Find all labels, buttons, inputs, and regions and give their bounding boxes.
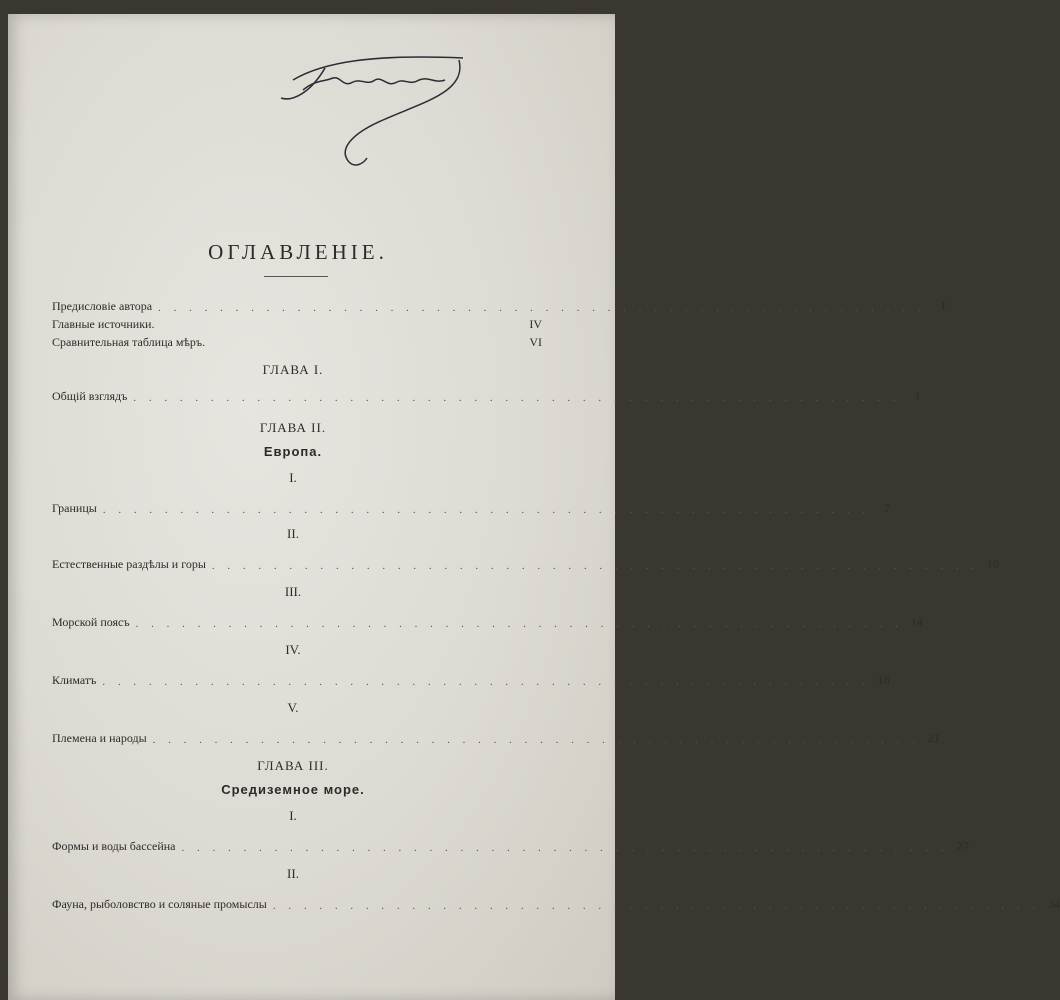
- book-page: [8, 14, 1060, 1000]
- toc-entry: [52, 728, 940, 746]
- toc-entry-label: Морской поясъ: [52, 615, 130, 629]
- section-numeral: V.: [287, 700, 299, 715]
- leader-dots: . . . . . . . . . . . . . . . . . . . . . . . . . . . . . . . . . . . . . . . . . . . . . . . . . .: [135, 618, 903, 630]
- toc-entry: [52, 612, 923, 630]
- toc-entry-page: 10: [987, 557, 1000, 571]
- handwritten-signature: [263, 32, 493, 172]
- chapter-2-subtitle: Европа.: [263, 444, 323, 459]
- toc-entry: [52, 554, 1000, 572]
- toc-entry: [52, 670, 890, 688]
- section-numeral: II.: [287, 866, 299, 881]
- section-numeral: III.: [284, 584, 302, 599]
- title-divider: [264, 276, 328, 277]
- toc-entry-page: 18: [877, 673, 890, 687]
- toc-entry-label: Фауна, рыболовство и соляные промыслы: [52, 897, 267, 911]
- toc-entry-page: 21: [927, 731, 940, 745]
- toc-entry-sources: [52, 314, 542, 332]
- chapter-3-subtitle: Средиземное море.: [221, 782, 365, 797]
- toc-entry-label: Границы: [52, 501, 97, 515]
- section-numeral: IV.: [285, 642, 301, 657]
- toc-entry-label: Естественные раздѣлы и горы: [52, 557, 206, 571]
- leader-dots: . . . . . . . . . . . . . . . . . . . . . . . . . . . . . . . . . . . . . . . . . . . . . . . . . .: [133, 392, 901, 404]
- section-numeral: II.: [287, 526, 299, 541]
- leader-dots: . . . . . . . . . . . . . . . . . . . . . . . . . . . . . . . . . . . . . . . . . . . . . . . . . .: [272, 900, 1041, 912]
- toc-entry-page: 14: [910, 615, 923, 629]
- toc-entry-label: Климатъ: [52, 673, 97, 687]
- toc-entry-overview: [52, 386, 921, 404]
- chapter-1-heading: ГЛАВА I.: [262, 362, 324, 377]
- toc-entry-label: Формы и воды бассейна: [52, 839, 176, 853]
- toc-entry-label: Племена и народы: [52, 731, 147, 745]
- toc-entry-measures: [52, 332, 542, 350]
- chapter-3-heading: ГЛАВА III.: [257, 758, 329, 773]
- toc-entry-preface: [52, 296, 946, 314]
- toc-entry: [52, 498, 891, 516]
- leader-dots: . . . . . . . . . . . . . . . . . . . . . . . . . . . . . . . . . . . . . . . . . . . . . . . . . .: [152, 734, 920, 746]
- section-numeral: I.: [289, 808, 297, 823]
- toc-entry-page: I: [941, 299, 946, 313]
- chapter-2-heading: ГЛАВА II.: [259, 420, 327, 435]
- leader-dots: . . . . . . . . . . . . . . . . . . . . . . . . . . . . . . . . . . . . . . . . . . . . . . . . . .: [102, 676, 870, 688]
- toc-entry-page: VI: [529, 335, 542, 349]
- toc-entry-label: Предисловiе автора: [52, 299, 153, 313]
- leader-dots: . . . . . . . . . . . . . . . . . . . . . . . . . . . . . . . . . . . . . . . . . . . . . . . . . .: [158, 302, 926, 314]
- toc-entry-label: Главные источники.: [52, 317, 155, 331]
- toc-entry-page: 1: [914, 389, 921, 403]
- toc-entry-page: 34: [1048, 897, 1060, 911]
- toc-entry-label: Сравнительная таблица мѣръ.: [52, 335, 206, 349]
- page-title: ОГЛАВЛЕНIЕ.: [208, 240, 388, 264]
- toc-entry-page: IV: [529, 317, 542, 331]
- toc-entry: [52, 894, 1060, 912]
- leader-dots: . . . . . . . . . . . . . . . . . . . . . . . . . . . . . . . . . . . . . . . . . . . . . . . . . .: [211, 560, 980, 572]
- toc-entry-label: Общiй взглядъ: [52, 389, 128, 403]
- leader-dots: . . . . . . . . . . . . . . . . . . . . . . . . . . . . . . . . . . . . . . . . . . . . . . . . . .: [102, 504, 871, 516]
- section-numeral: I.: [289, 470, 297, 485]
- toc-entry-page: 7: [884, 501, 891, 515]
- leader-dots: . . . . . . . . . . . . . . . . . . . . . . . . . . . . . . . . . . . . . . . . . . . . . . . . . .: [181, 842, 949, 854]
- toc-entry-page: 27: [956, 839, 969, 853]
- toc-entry: [52, 836, 969, 854]
